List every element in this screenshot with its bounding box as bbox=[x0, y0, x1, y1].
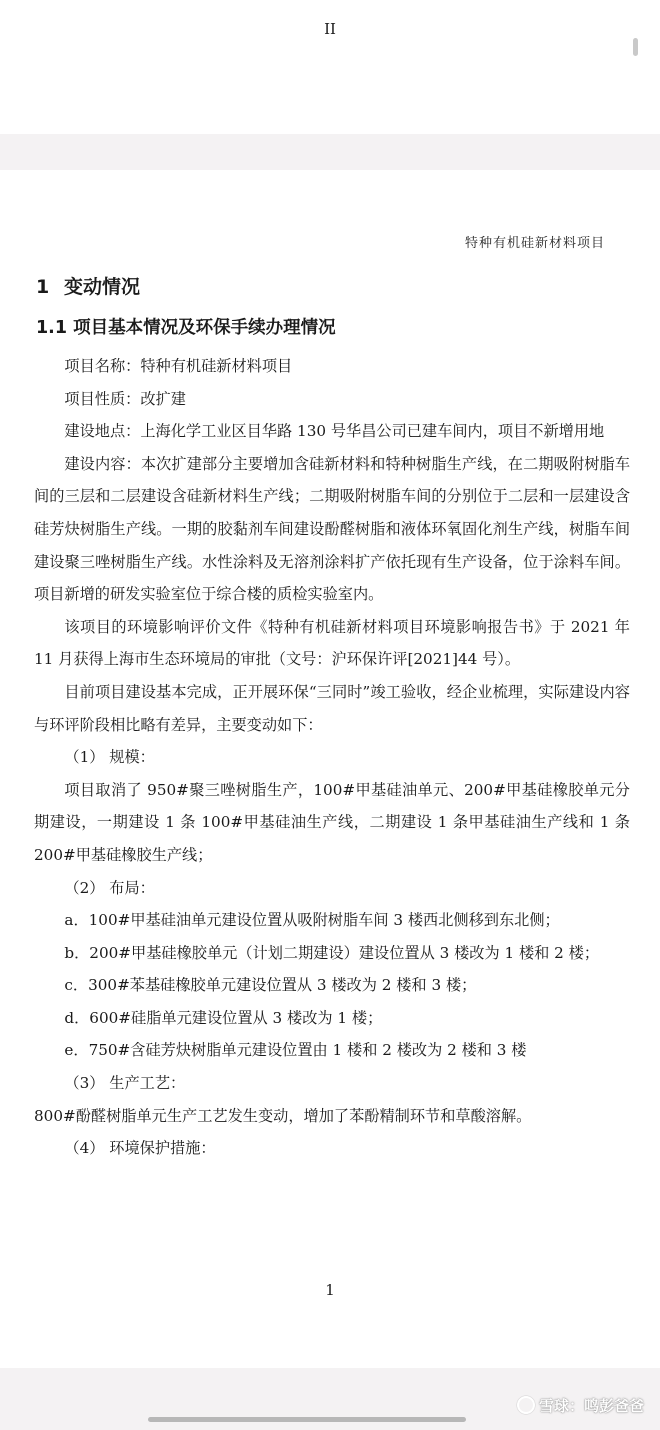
watermark bbox=[517, 1395, 644, 1416]
previous-page bbox=[0, 0, 660, 134]
paragraph-content: 建设内容：本次扩建部分主要增加含硅新材料和特种树脂生产线，在二期吸附树脂车间的三层和二层建设含硅新材料生产线；二期吸附树脂车间的分别位于二层和一层建设含硅芳炔树脂生产线。一期的胶黏剂车间建设酚醛树脂和液体环氧固化剂生产线，树脂车间建设聚三唑树脂生产线。水性涂料及无溶剂涂料扩产依托现有生产设备，位于涂料车间。项目新增的研发实验室位于综合楼的质检实验室内。 bbox=[34, 454, 630, 604]
subheading-environment: （4） 环境保护措施： bbox=[64, 1139, 216, 1158]
paragraph-project-name: 项目名称：特种有机硅新材料项目 bbox=[64, 357, 293, 375]
home-indicator[interactable] bbox=[148, 1417, 466, 1422]
scroll-indicator[interactable] bbox=[633, 38, 638, 56]
paragraph-eia: 该项目的环境影响评价文件《特种有机硅新材料项目环境影响报告书》于 2021 年 11 月获得上海市生态环境局的审批（文号：沪环保许评[2021]44 号）。 bbox=[34, 617, 630, 669]
page-number-roman: II bbox=[324, 20, 336, 38]
list-item-a: a．100#甲基硅油单元建设位置从吸附树脂车间 3 楼西北侧移到东北侧； bbox=[64, 911, 560, 930]
chapter-heading bbox=[36, 272, 140, 299]
snowball-logo-icon bbox=[517, 1396, 535, 1414]
paragraph-process: 800#酚醛树脂单元生产工艺发生变动，增加了苯酚精制环节和草酸溶解。 bbox=[34, 1106, 532, 1125]
list-item-c: c．300#苯基硅橡胶单元建设位置从 3 楼改为 2 楼和 3 楼； bbox=[64, 976, 477, 995]
list-item-b: b．200#甲基硅橡胶单元（计划二期建设）建设位置从 3 楼改为 1 楼和 2 楼； bbox=[64, 943, 600, 962]
paragraph-location: 建设地点：上海化学工业区目华路 130 号华昌公司已建车间内，项目不新增用地 bbox=[64, 422, 605, 441]
subheading-scale: （1） 规模： bbox=[64, 748, 155, 767]
chapter-title: 变动情况 bbox=[64, 276, 141, 298]
paragraph-project-nature: 项目性质：改扩建 bbox=[64, 389, 186, 408]
document-page bbox=[0, 170, 660, 1368]
paragraph-status: 目前项目建设基本完成，正开展环保“三同时”竣工验收，经企业梳理，实际建设内容与环评阶段相比略有差异，主要变动如下： bbox=[34, 682, 630, 734]
subheading-layout: （2） 布局： bbox=[64, 878, 155, 897]
running-header: 特种有机硅新材料项目 bbox=[464, 236, 605, 251]
section-heading: 1.1 项目基本情况及环保手续办理情况 bbox=[36, 318, 336, 338]
subheading-process: （3） 生产工艺： bbox=[64, 1074, 186, 1093]
page-number: 1 bbox=[325, 1281, 335, 1299]
chapter-number: 1 bbox=[36, 276, 50, 298]
list-item-d: d．600#硅脂单元建设位置从 3 楼改为 1 楼； bbox=[64, 1008, 383, 1027]
watermark-text: 雪球：鸣彭爸爸 bbox=[538, 1397, 644, 1415]
paragraph-scale: 项目取消了 950#聚三唑树脂生产，100#甲基硅油单元、200#甲基硅橡胶单元分期建设，一期建设 1 条 100#甲基硅油生产线，二期建设 1 条甲基硅油生产线和 1 条 200#甲基硅橡胶生产线； bbox=[34, 780, 630, 864]
list-item-e: e．750#含硅芳炔树脂单元建设位置由 1 楼和 2 楼改为 2 楼和 3 楼 bbox=[64, 1041, 527, 1060]
body-text bbox=[34, 350, 630, 1165]
